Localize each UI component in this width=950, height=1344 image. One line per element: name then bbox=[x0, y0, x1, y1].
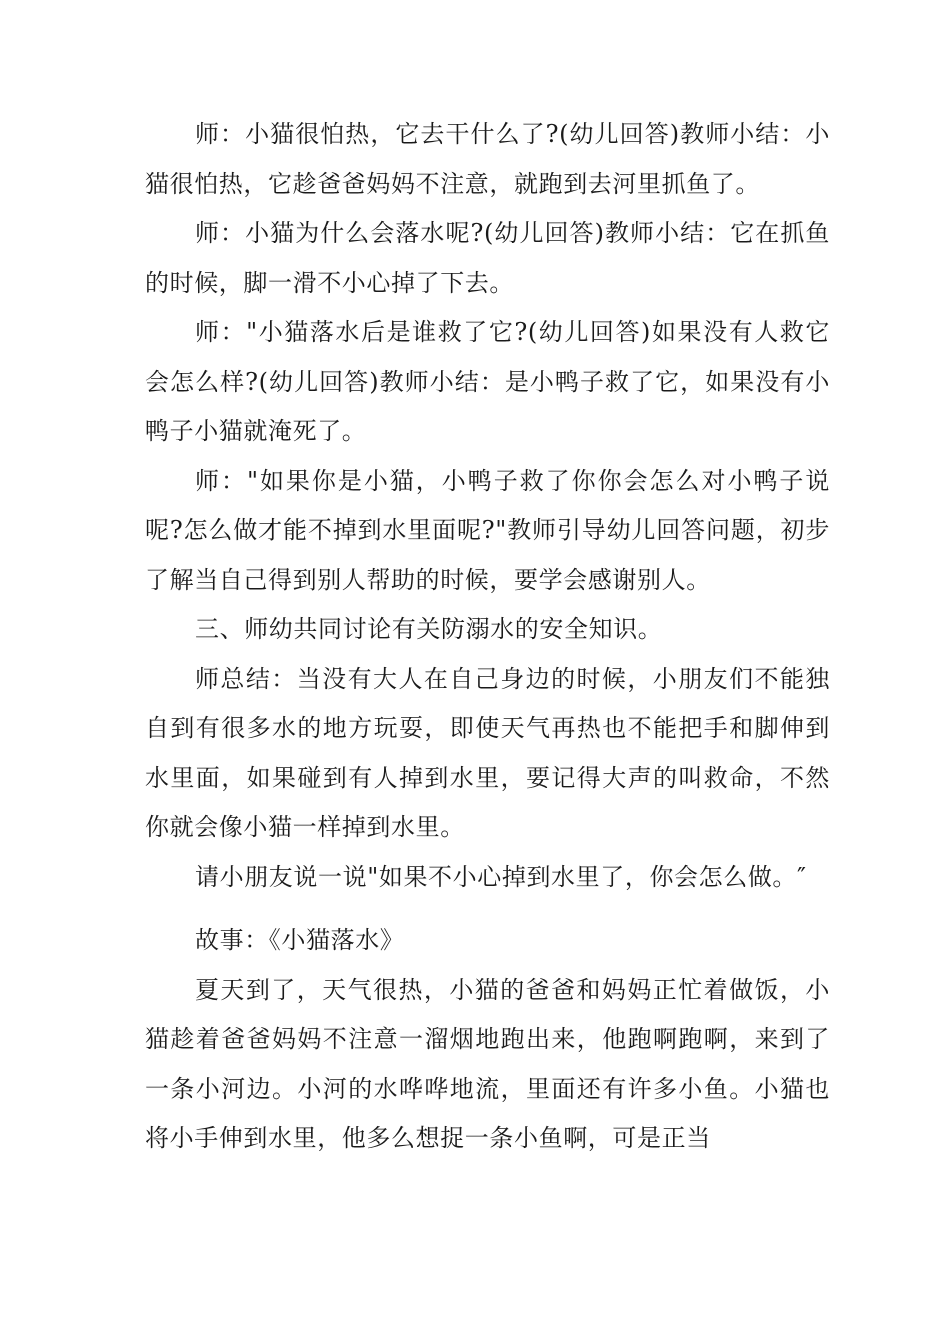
paragraph-cat-afraid-of-heat: 师：小猫很怕热，它去干什么了?(幼儿回答)教师小结：小猫很怕热，它趁爸爸妈妈不注意，就跑到去河里抓鱼了。 bbox=[145, 120, 830, 198]
paragraph-story-text: 夏天到了，天气很热，小猫的爸爸和妈妈正忙着做饭，小猫趁着爸爸妈妈不注意一溜烟地跑出来，他跑啊跑啊，来到了一条小河边。小河的水哗哗地流，里面还有许多小鱼。小猫也将小手伸到水里，他多么想捉一条小鱼啊，可是正当 bbox=[145, 975, 830, 1152]
story-title: 故事：《小猫落水》 bbox=[195, 926, 405, 954]
document-body bbox=[145, 110, 830, 1164]
paragraph-why-fell-in-water: 师：小猫为什么会落水呢?(幼儿回答)教师小结：它在抓鱼的时候，脚一滑不小心掉了下去。 bbox=[145, 219, 830, 297]
section-heading-safety-discussion: 三、师幼共同讨论有关防溺水的安全知识。 bbox=[195, 615, 663, 643]
paragraph-children-discuss: 请小朋友说一说"如果不小心掉到水里了，你会怎么做。″ bbox=[195, 862, 807, 891]
paragraph-teacher-summary: 师总结：当没有大人在自己身边的时候，小朋友们不能独自到有很多水的地方玩耍，即使天气再热也不能把手和脚伸到水里面，如果碰到有人掉到水里，要记得大声的叫救命，不然你就会像小猫一样掉到水里。 bbox=[145, 664, 830, 841]
paragraph-if-you-were-cat: 师："如果你是小猫，小鸭子救了你你会怎么对小鸭子说呢?怎么做才能不掉到水里面呢?"教师引导幼儿回答问题，初步了解当自己得到别人帮助的时候，要学会感谢别人。 bbox=[145, 466, 830, 594]
paragraph-who-saved-cat: 师："小猫落水后是谁救了它?(幼儿回答)如果没有人救它会怎么样?(幼儿回答)教师小结：是小鸭子救了它，如果没有小鸭子小猫就淹死了。 bbox=[145, 318, 830, 445]
